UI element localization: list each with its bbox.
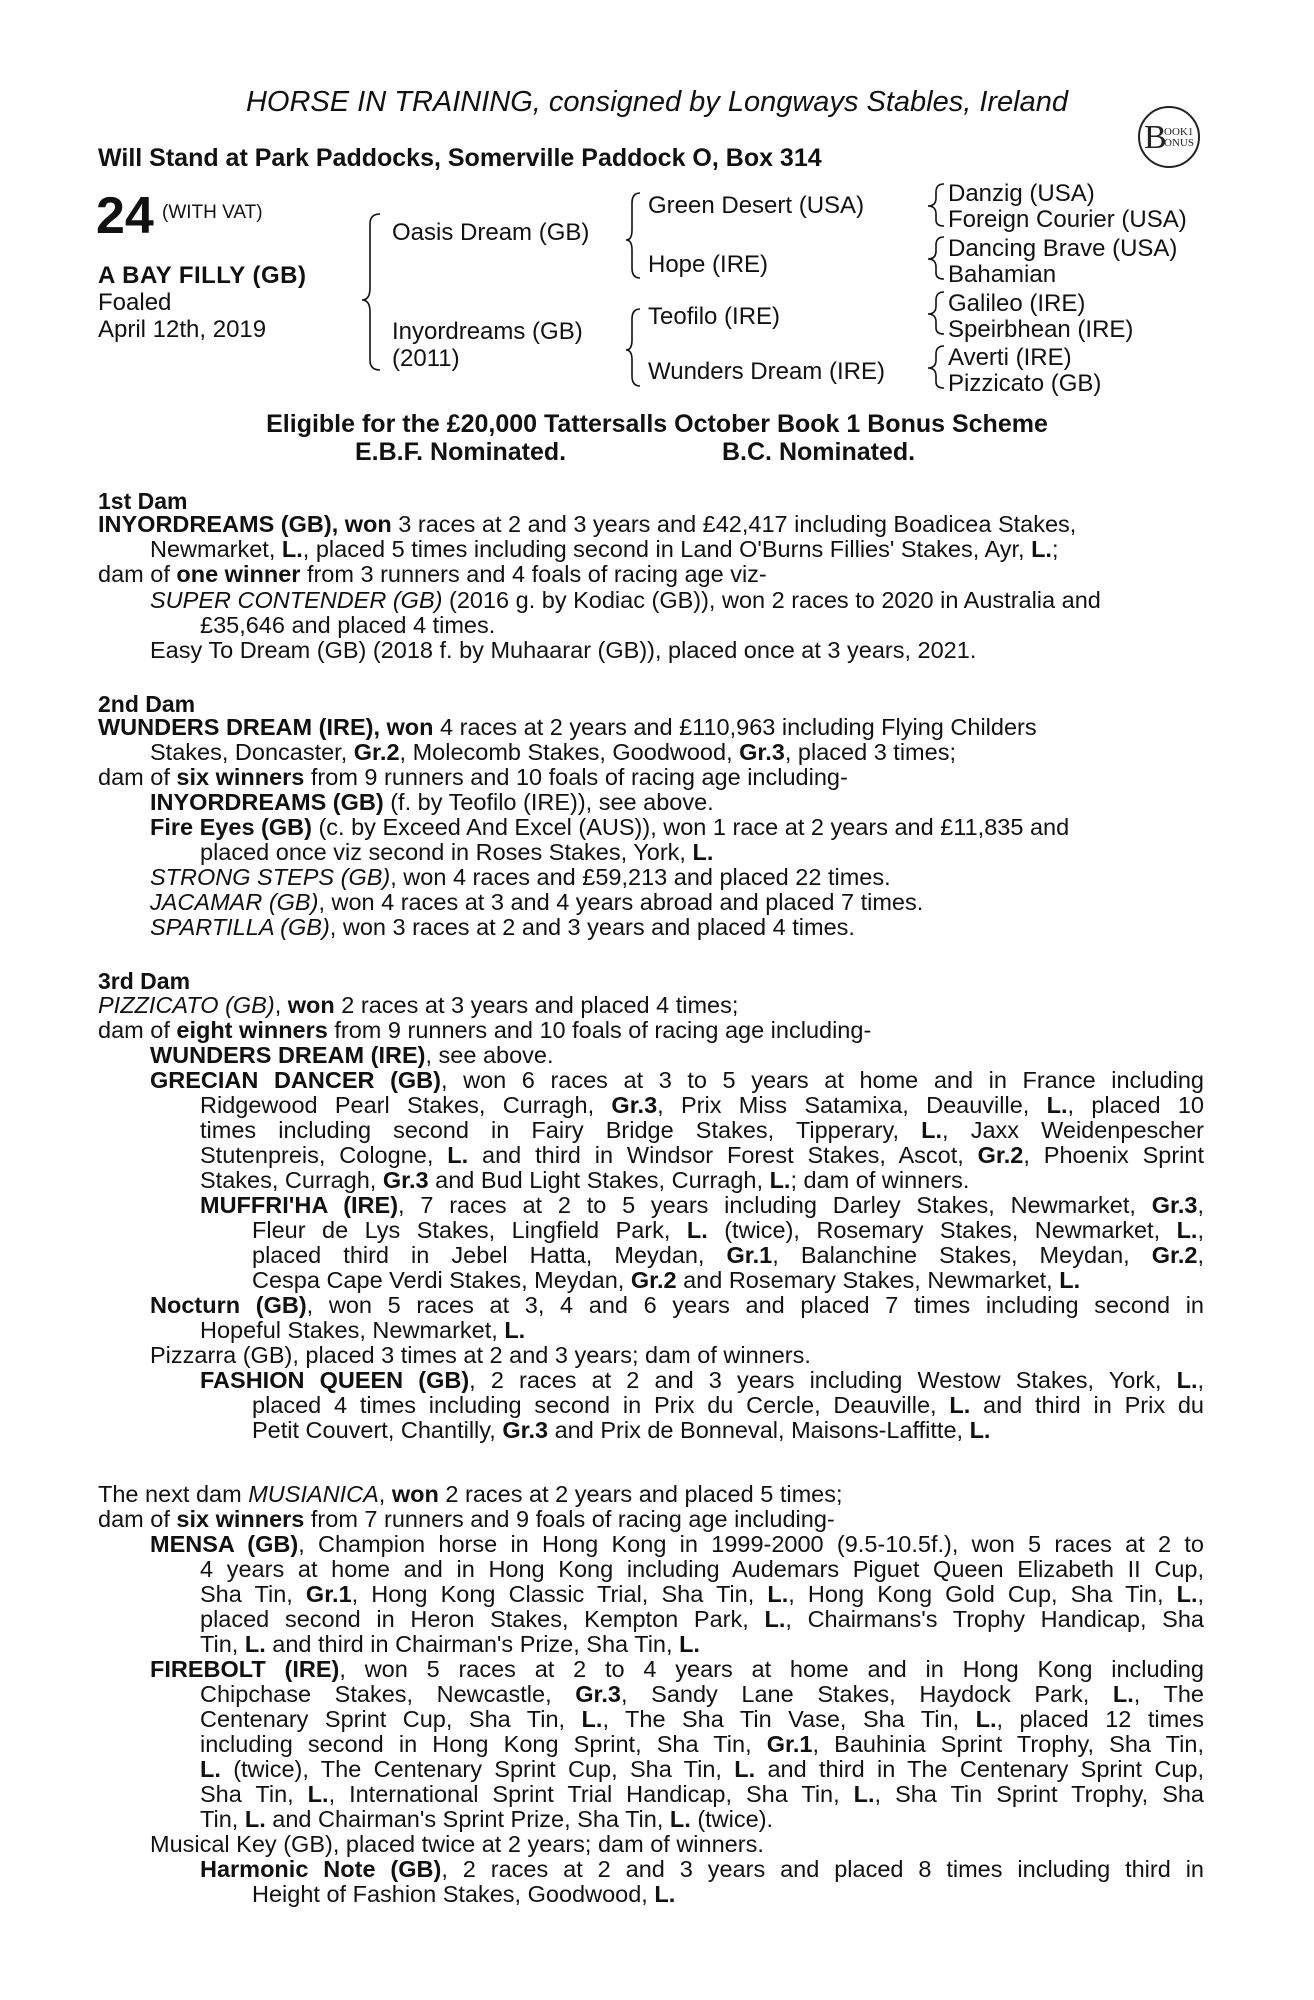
next-dam-line-1: The next dam MUSIANICA, won 2 races at 2 years and placed 5 times;	[98, 1481, 843, 1507]
bonus-scheme: Eligible for the £20,000 Tattersalls October Book 1 Bonus Scheme	[266, 410, 1048, 438]
bc-nominated: B.C. Nominated.	[722, 438, 916, 466]
foaled-label: Foaled	[98, 289, 172, 316]
first-dam-line-3: dam of one winner from 3 runners and 4 foals of racing age viz-	[98, 561, 767, 587]
third-dam-line-4: GRECIAN DANCER (GB), won 6 races at 3 to 5 years at home and in France including	[150, 1067, 1204, 1093]
dam-sire: Teofilo (IRE)	[648, 303, 781, 330]
third-dam-line-6: times including second in Fairy Bridge Stakes, Tipperary, L., Jaxx Weidenpescher	[200, 1117, 1204, 1143]
first-dam-line-2: Newmarket, L., placed 5 times including second in Land O'Burns Fillies' Stakes, Ayr, L.;	[150, 536, 1059, 562]
third-dam-line-16: FASHION QUEEN (GB), 2 races at 2 and 3 years including Westow Stakes, York, L.,	[200, 1367, 1205, 1393]
next-dam-line-12: L. (twice), The Centenary Sprint Cup, Sha Tin, L. and third in The Centenary Sprint Cup,	[200, 1756, 1204, 1782]
next-dam-line-5: Sha Tin, Gr.1, Hong Kong Classic Trial, Sha Tin, L., Hong Kong Gold Cup, Sha Tin, L.,	[200, 1581, 1205, 1607]
pedigree-g6: Speirbhean (IRE)	[948, 316, 1134, 343]
third-dam-heading: 3rd Dam	[98, 968, 191, 994]
next-dam-line-4: 4 years at home and in Hong Kong including Audemars Piguet Queen Elizabeth II Cup,	[200, 1556, 1204, 1582]
third-dam-line-1: PIZZICATO (GB), won 2 races at 3 years and placed 4 times;	[98, 992, 739, 1018]
vat-note: (WITH VAT)	[162, 202, 263, 223]
second-dam-line-3: dam of six winners from 9 runners and 10 foals of racing age including-	[98, 764, 848, 790]
lot-number: 24	[96, 187, 154, 245]
third-dam-line-10: Fleur de Lys Stakes, Lingfield Park, L. (twice), Rosemary Stakes, Newmarket, L.,	[252, 1217, 1204, 1243]
page-title: HORSE IN TRAINING, consigned by Longways Stables, Ireland	[245, 86, 1069, 118]
second-dam-line-6: placed once viz second in Roses Stakes, York, L.	[200, 839, 714, 865]
third-dam-line-8: Stakes, Curragh, Gr.3 and Bud Light Stakes, Curragh, L.; dam of winners.	[200, 1167, 970, 1193]
next-dam-line-15: Musical Key (GB), placed twice at 2 years; dam of winners.	[150, 1831, 764, 1857]
pedigree-g2: Foreign Courier (USA)	[948, 206, 1187, 233]
ebf-nominated: E.B.F. Nominated.	[355, 438, 567, 466]
pedigree-g3: Dancing Brave (USA)	[948, 235, 1178, 262]
third-dam-line-3: WUNDERS DREAM (IRE), see above.	[150, 1042, 554, 1068]
next-dam-line-2: dam of six winners from 7 runners and 9 foals of racing age including-	[98, 1506, 835, 1532]
sire-dam: Hope (IRE)	[648, 251, 769, 278]
next-dam-line-7: Tin, L. and third in Chairman's Prize, Sha Tin, L.	[200, 1631, 700, 1657]
second-dam-line-1: WUNDERS DREAM (IRE), won 4 races at 2 years and £110,963 including Flying Childers	[98, 714, 1037, 740]
next-dam-line-10: Centenary Sprint Cup, Sha Tin, L., The Sha Tin Vase, Sha Tin, L., placed 12 times	[200, 1706, 1204, 1732]
logo-letter: B	[1144, 119, 1167, 156]
foaled-date: April 12th, 2019	[98, 316, 267, 343]
third-dam-line-13: Nocturn (GB), won 5 races at 3, 4 and 6 years and placed 7 times including second in	[150, 1292, 1204, 1318]
next-dam-line-9: Chipchase Stakes, Newcastle, Gr.3, Sandy Lane Stakes, Haydock Park, L., The	[200, 1681, 1204, 1707]
pedigree-g7: Averti (IRE)	[948, 344, 1072, 371]
third-dam-line-9: MUFFRI'HA (IRE), 7 races at 2 to 5 years including Darley Stakes, Newmarket, Gr.3,	[200, 1192, 1204, 1218]
next-dam-line-3: MENSA (GB), Champion horse in Hong Kong in 1999-2000 (9.5-10.5f.), won 5 races at 2 to	[150, 1531, 1204, 1557]
stand-location: Will Stand at Park Paddocks, Somerville Paddock O, Box 314	[98, 144, 822, 172]
next-dam-line-11: including second in Hong Kong Sprint, Sha Tin, Gr.1, Bauhinia Sprint Trophy, Sha Tin,	[200, 1731, 1204, 1757]
pedigree-g1: Danzig (USA)	[948, 180, 1095, 207]
logo-text-bottom: ONUS	[1164, 137, 1194, 149]
next-dam-line-6: placed second in Heron Stakes, Kempton Park, L., Chairmans's Trophy Handicap, Sha	[200, 1606, 1204, 1632]
dam-year: (2011)	[392, 345, 460, 372]
logo-text-top: OOK1	[1164, 126, 1194, 138]
first-dam-line-5: £35,646 and placed 4 times.	[200, 612, 496, 638]
third-dam-line-18: Petit Couvert, Chantilly, Gr.3 and Prix de Bonneval, Maisons-Laffitte, L.	[252, 1417, 991, 1443]
pedigree-g5: Galileo (IRE)	[948, 290, 1086, 317]
third-dam-line-7: Stutenpreis, Cologne, L. and third in Windsor Forest Stakes, Ascot, Gr.2, Phoenix Sprint	[200, 1142, 1204, 1168]
next-dam-line-13: Sha Tin, L., International Sprint Trial Handicap, Sha Tin, L., Sha Tin Sprint Trophy, Sha	[200, 1781, 1205, 1807]
second-dam-line-9: SPARTILLA (GB), won 3 races at 2 and 3 years and placed 4 times.	[150, 914, 855, 940]
next-dam-line-14: Tin, L. and Chairman's Sprint Prize, Sha Tin, L. (twice).	[200, 1806, 774, 1832]
third-dam-line-12: Cespa Cape Verdi Stakes, Meydan, Gr.2 and Rosemary Stakes, Newmarket, L.	[252, 1267, 1081, 1293]
dam-dam: Wunders Dream (IRE)	[648, 358, 885, 385]
dam: Inyordreams (GB)	[392, 318, 583, 345]
second-dam-line-5: Fire Eyes (GB) (c. by Exceed And Excel (AUS)), won 1 race at 2 years and £11,835 and	[150, 814, 1070, 840]
second-dam-heading: 2nd Dam	[98, 691, 196, 717]
next-dam-line-8: FIREBOLT (IRE), won 5 races at 2 to 4 years at home and in Hong Kong including	[150, 1656, 1204, 1682]
first-dam-line-1: INYORDREAMS (GB), won 3 races at 2 and 3 years and £42,417 including Boadicea Stakes,	[98, 511, 1077, 537]
third-dam-line-17: placed 4 times including second in Prix du Cercle, Deauville, L. and third in Prix du	[252, 1392, 1204, 1418]
third-dam-line-11: placed third in Jebel Hatta, Meydan, Gr.1, Balanchine Stakes, Meydan, Gr.2,	[252, 1242, 1204, 1268]
third-dam-line-15: Pizzarra (GB), placed 3 times at 2 and 3 years; dam of winners.	[150, 1342, 811, 1368]
third-dam-line-2: dam of eight winners from 9 runners and 10 foals of racing age including-	[98, 1017, 872, 1043]
next-dam-line-17: Height of Fashion Stakes, Goodwood, L.	[252, 1881, 676, 1907]
second-dam-line-8: JACAMAR (GB), won 4 races at 3 and 4 years abroad and placed 7 times.	[150, 889, 924, 915]
first-dam-line-4: SUPER CONTENDER (GB) (2016 g. by Kodiac (GB)), won 2 races to 2020 in Australia and	[150, 587, 1101, 613]
pedigree-g4: Bahamian	[948, 261, 1057, 288]
first-dam-line-6: Easy To Dream (GB) (2018 f. by Muhaarar (GB)), placed once at 3 years, 2021.	[150, 637, 977, 663]
third-dam-line-14: Hopeful Stakes, Newmarket, L.	[200, 1317, 526, 1343]
second-dam-line-2: Stakes, Doncaster, Gr.2, Molecomb Stakes, Goodwood, Gr.3, placed 3 times;	[150, 739, 956, 765]
third-dam-line-5: Ridgewood Pearl Stakes, Curragh, Gr.3, Prix Miss Satamixa, Deauville, L., placed 10	[200, 1092, 1205, 1118]
sire-sire: Green Desert (USA)	[648, 192, 865, 219]
second-dam-line-4: INYORDREAMS (GB) (f. by Teofilo (IRE)), see above.	[150, 789, 714, 815]
sire: Oasis Dream (GB)	[392, 219, 590, 246]
second-dam-line-7: STRONG STEPS (GB), won 4 races and £59,213 and placed 22 times.	[150, 864, 891, 890]
horse-name: A BAY FILLY (GB)	[98, 262, 307, 289]
pedigree-g8: Pizzicato (GB)	[948, 370, 1102, 397]
first-dam-heading: 1st Dam	[98, 488, 188, 514]
next-dam-line-16: Harmonic Note (GB), 2 races at 2 and 3 years and placed 8 times including third in	[200, 1856, 1204, 1882]
